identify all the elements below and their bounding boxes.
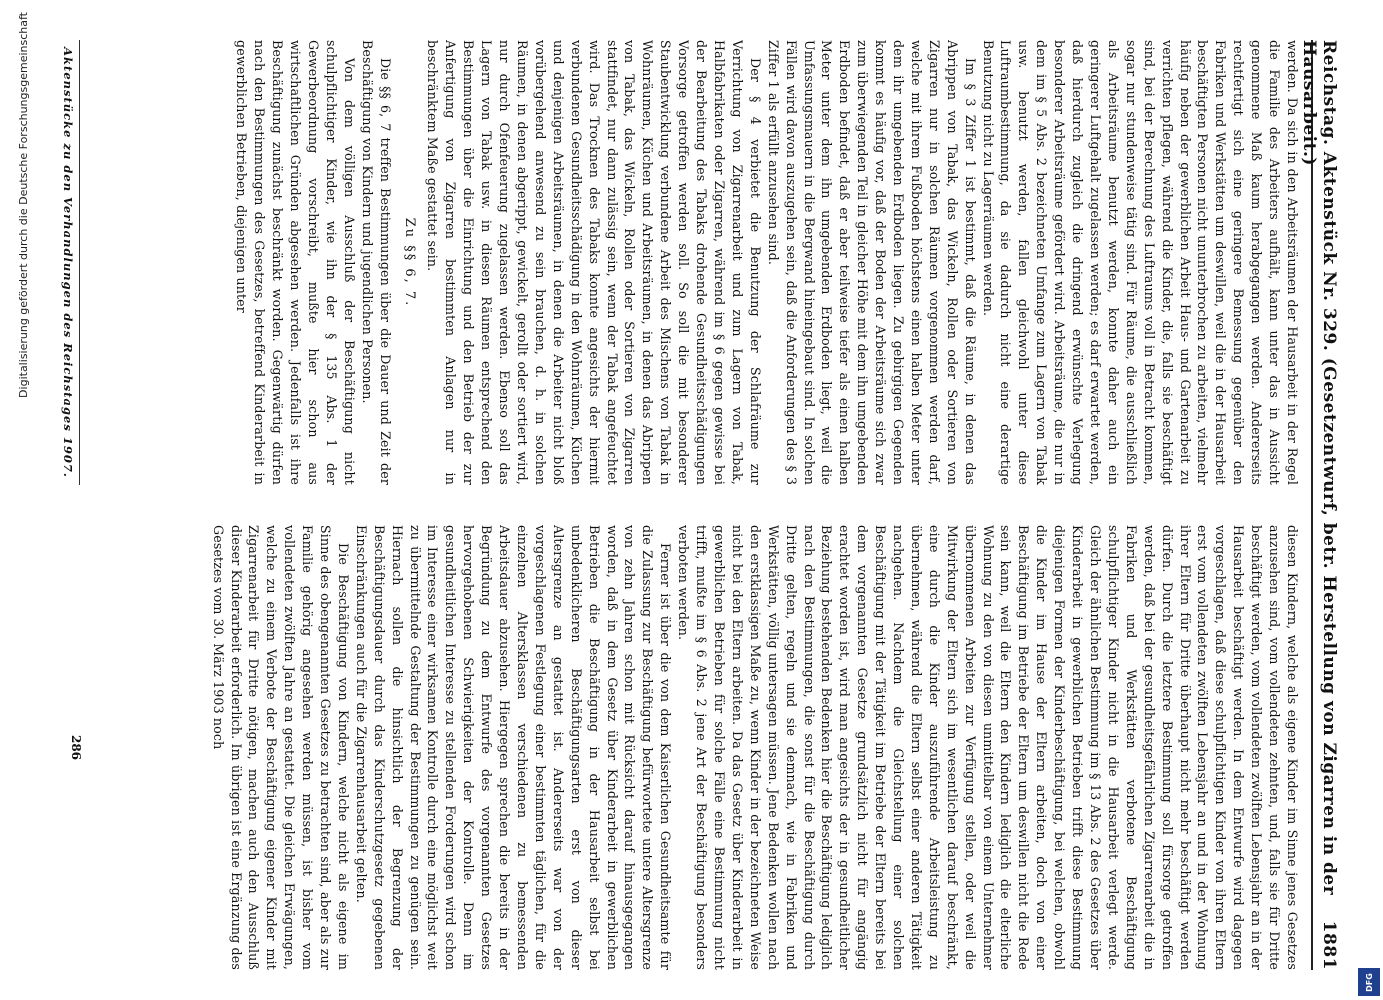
footer-note: Aktenstücke zu den Verhandlungen des Reichstages 1907.: [61, 47, 75, 478]
paragraph: Der § 4 verbietet die Benutzung der Schlafräume zur Verrichtung von Zigarrenarbeit und zum Lagern von Tabak, Halbfabrikaten oder Zigarren, während im § 6 gegen gewisse bei der Bearbeitung des Tabaks drohende Gesundheitsschädigungen Vorsorge getroffen werden soll. So soll die mit besonderer Staubentwicklung verbundene Arbeit des Mischens von Tabak in Wohnräumen, Küchen und Arbeitsräumen, in denen das Abrippen von Tabak, das Wickeln, Rollen oder Sortieren von Zigarren stattfindet, nur dann zulässig sein, wenn der Tabak angefeuchtet wird. Das Trocknen des Tabaks konnte angesichts der hiermit verbundenen Gesundheitsschädigung in den Wohnräumen, Küchen und denjenigen Arbeitsräumen, in denen die Arbeiter nicht bloß vorübergehend anwesend zu sein brauchen, d. h. in solchen Räumen, in denen abgerippt, gewickelt, gerollt oder sortiert wird, nur durch Ofenfeuerung zugelassen werden. Ebenso soll das Lagern von Tabak usw. in diesen Räumen entsprechend den Bestimmungen über die Einrichtung und den Betrieb der zur Anfertigung von Zigarren bestimmten Anlagen nur in beschränktem Maße gestattet sein.: [425, 40, 763, 485]
page-number: 286: [69, 734, 83, 761]
digitization-credit: Digitalisierung gefördert durch die Deutsche Forschungsgemeinschaft: [17, 12, 30, 398]
header-page-number: 1881: [1319, 920, 1339, 970]
footer-rule: [79, 40, 80, 485]
dfg-logo: [1358, 968, 1380, 996]
right-text-column: [86, 525, 1301, 970]
left-text-column: [101, 40, 1301, 485]
header-title: Reichstag. Aktenstück Nr. 329. (Gesetzentwurf, betr. Herstellung von Zigarren in der Hausarbeit.): [1299, 40, 1339, 896]
paragraph: Im § 3 Ziffer 1 ist bestimmt, daß die Räume, in denen das Abrippen von Tabak, das Wickeln, Rollen oder Sortieren von Zigarren nur in solchen Räumen vorgenommen werden darf, welche mit ihrem Fußboden höchstens einen halben Meter unter dem ihr umgebenden Erdboden liegen. Zu gebirgigen Gegenden kommt es häufig vor, daß der Boden der Arbeitsräume sich zwar zum überwiegenden Teil in gleicher Höhe mit dem ihn umgebenden Erdboden befindet, daß er aber teilweise tiefer als einen halben Meter unter dem ihn umgebenden Erdboden liegt, weil die Umfassungsmauern in die Bergwand hineingebaut sind. In solchen Fällen wird davon auszugehen sein, daß die Anforderungen des § 3 Ziffer 1 als erfüllt anzusehen sind.: [765, 40, 978, 485]
paragraph: Die Beschäftigung von Kindern, welche nicht als eigene im Sinne des obengenannten Gesetzes zu betrachten sind, aber als zur Familie gehörig angesehen werden müssen, ist bisher vom vollendeten zwölften Jahre an gestattet. Die gleichen Erwägungen, welche zu einem Verbote der Beschäftigung eigener Kinder mit Zigarrenarbeit für Dritte nötigen, machen auch den Ausschluß dieser Kinderarbeit erforderlich. Im übrigen ist eine Ergänzung des Gesetzes vom 30. März 1903 noch: [210, 525, 351, 970]
section-heading: Zu §§ 6, 7.: [401, 217, 417, 308]
digitization-note: [8, 0, 38, 1000]
paragraph: Ferner ist über die von dem Kaiserlichen Gesundheitsamte für die Zulassung zur Beschäftigung befürwortete untere Altersgrenze von zehn Jahren schon mit Rücksicht darauf hinausgegangen worden, daß in dem Gesetz über Kinderarbeit in gewerblichen Betrieben die Beschäftigung in der Hausarbeit selbst bei unbedenklicheren Beschäftigungsarten erst von dieser Altersgrenze an gestattet ist. Andererseits war von der vorgeschlagenen Festlegung einer bestimmten täglichen, für die einzelnen Altersklassen verschiedenen zu bemessenden Arbeitsdauer abzusehen. Hiergegen sprechen die bereits in der Begründung zu dem Entwurfe des vorgenannten Gesetzes hervorgehobenen Schwierigkeiten der Kontrolle. Denn im gesundheitlichen Interesse zu stellenden Forderungen wird schon im Interesse einer wirksamen Kontrolle durch eine möglichst weit zu übermittelnde Gestaltung der Bestimmungen zu genügen sein. Hiernach sollen die hinsichtlich der Begrenzung der Beschäftigungsdauer durch das Kinderschutzgesetz gegebenen Einschränkungen auch für die Zigarrenhausarbeit gelten.: [353, 525, 674, 970]
paragraph: diesen Kindern, welche als eigene Kinder im Sinne jenes Gesetzes anzusehen sind, vom vollendeten zehnten, und, falls sie für Dritte beschäftigt werden, vom vollendeten zwölften Lebensjahr an in der Hausarbeit beschäftigt werden. In dem Entwurfe wird dagegen vorgeschlagen, daß diese schulpflichtigen Kinder von ihren Eltern erst vom vollendeten zwölften Lebensjahr an und in der Wohnung ihrer Eltern für Dritte überhaupt nicht mehr beschäftigt werden dürfen. Durch die letztere Bestimmung soll fürsorge getroffen werden, daß bei der gesundheitsgefährlichen Zigarrenarbeit die in Fabriken und Werkstätten verbotene Beschäftigung schulpflichtiger Kinder nicht in die Hausarbeit verlegt werde. Gleich der ähnlichen Bestimmung im § 13 Abs. 2 des Gesetzes über Kinderarbeit in gewerblichen Betrieben trifft diese Bestimmung diejenigen Formen der Kinderbeschäftigung, bei welchen, obwohl die Kinder im Hause der Eltern arbeiten, doch von einer Beschäftigung im Betriebe der Eltern um deswillen nicht die Rede sein kann, weil die Eltern den Kindern lediglich die elterliche Wohnung zu den von diesen unmittelbar von einem Unternehmer übernommenen Arbeiten zur Verfügung stellen, oder weil die Mitwirkung der Eltern sich im wesentlichen darauf beschränkt, eine durch die Kinder auszuführende Arbeitsleistung zu übernehmen, während die Eltern selbst einer anderen Tätigkeit nachgehen. Nachdem die Gleichstellung einer solchen Beschäftigung mit der Tätigkeit im Betriebe der Eltern bereits bei dem vorgenannten Gesetze grundsätzlich nicht für angängig erachtet worden ist, wird man angesichts der in gesundheitlicher Beziehung bestehenden Bedenken hier die Beschäftigung lediglich nach den Bestimmungen, die sonst für die Beschäftigung durch Dritte gelten, regeln und sie demnach, wie in Fabriken und Werkstätten, völlig untersagen müssen. Jene Bedenken wollen nach den erstklassigen Maße zu, wenn Kinder in der bezeichneten Weise nicht bei den Eltern arbeiten. Da das Gesetz über Kinderarbeit in gewerblichen Betrieben für solche Fälle eine Bestimmung nicht trifft, mußte im § 6 Abs. 2 jene Art der Beschäftigung besonders verboten werden.: [676, 525, 1300, 970]
page-header: [1299, 40, 1343, 970]
paragraph: Die §§ 6, 7 treffen Bestimmungen über die Dauer und Zeit der Beschäftigung von Kindern und jugendlichen Personen.: [359, 40, 393, 485]
paragraph: werden. Da sich in den Arbeitsräumen der Hausarbeit in der Regel die Familie des Arbeiters aufhält, kann unter das in Aussicht genommene Maß kaum herabgegangen werden. Andererseits rechtfertigt sich eine geringere Bemessung gegenüber den Fabriken und Werkstätten um deswillen, weil die in der Hausarbeit beschäftigten Personen nicht ununterbrochen zu arbeiten, vielmehr häufig neben der gewerblichen Arbeit Haus- und Gartenarbeit zu verrichten pflegen, während die Kinder, die, falls sie beschäftigt sind, bei der Berechnung des Luftraums voll in Betracht kommen, sogar nur stundenweise tätig sind. Für Räume, die ausschließlich als Arbeitsräume benutzt werden, konnte daher auch ein geringerer Luftgehalt zugelassen werden; es darf erwartet werden, daß hierdurch zugleich die dringend erwünschte Verlegung besonderer Arbeitsräume gefördert wird. Arbeitsräume, die nur in dem im § 5 Abs. 2 bezeichneten Umfange zum Lagern von Tabak usw. benutzt werden, fallen gleichwohl unter diese Luftraumbestimmung, da sie dadurch nicht eine derartige Benutzung nicht zu Lagerräumen werden.: [980, 40, 1300, 485]
paragraph: Von dem völligen Ausschluß der Beschäftigung nicht schulpflichtiger Kinder, wie ihn der § 135 Abs. 1 der Gewerbeordnung vorschreibt, mußte hier schon aus wirtschaftlichen Gründen abgesehen werden. Jedenfalls ist ihre Beschäftigung zunächst beschränkt worden. Gegenwärtig dürfen nach den Bestimmungen des Gesetzes, betreffend Kinderarbeit in gewerblichen Betrieben, diejenigen unter: [234, 40, 357, 485]
dfg-logo-text: DFG: [1364, 972, 1374, 992]
document-sheet: [0, 40, 1383, 970]
